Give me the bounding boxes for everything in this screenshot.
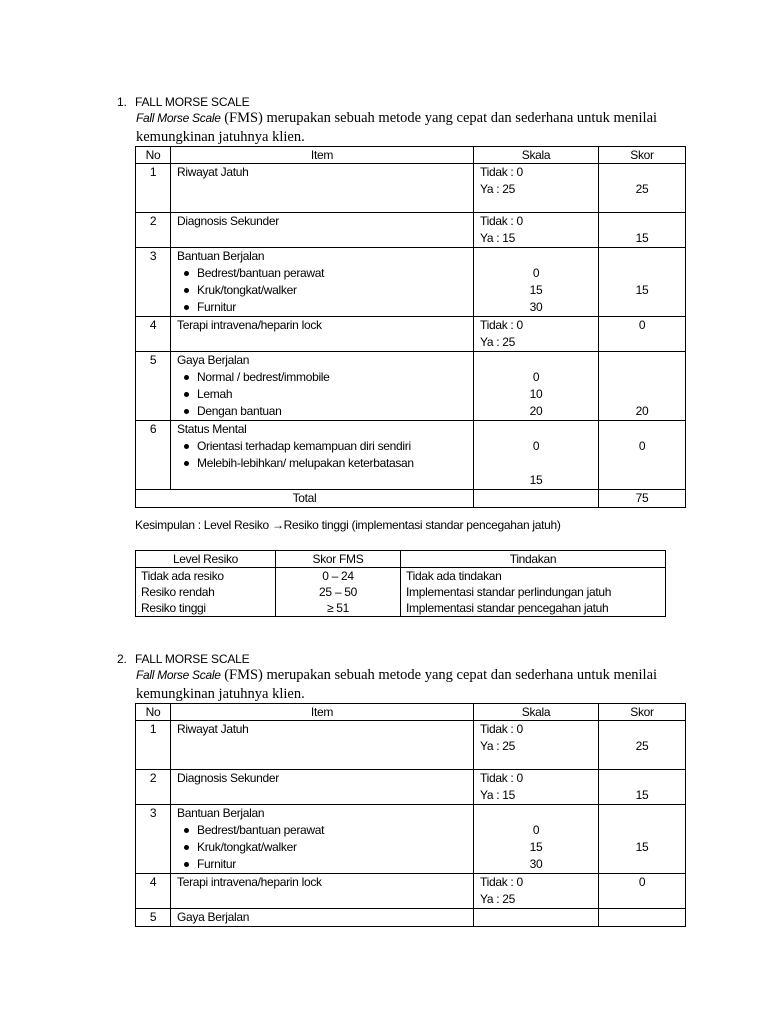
row-item: Riwayat Jatuh <box>177 165 249 179</box>
row-skala-3: 20 <box>529 404 543 418</box>
skor-cell: 0 – 24 <box>276 568 401 585</box>
total-row <box>136 490 686 508</box>
row-skala-2: 15 <box>529 473 543 487</box>
bullet-item: Lemah <box>177 386 473 403</box>
row-no: 6 <box>149 422 157 436</box>
row-item: Diagnosis Sekunder <box>177 771 279 785</box>
row-skor: 0 <box>638 439 646 453</box>
section-1-intro-line1: (FMS) merupakan sebuah metode yang cepat dan sederhana untuk menilai <box>220 110 658 126</box>
kesimpulan-prefix: Kesimpulan : Level Resiko <box>135 518 272 532</box>
row-skala-1: Tidak : 0 <box>480 771 523 785</box>
section-2-intro-line2: kemungkinan jatuhnya klien. <box>136 686 305 702</box>
table-header-row <box>136 147 686 164</box>
table-row <box>136 721 686 770</box>
row-no: 2 <box>149 771 157 785</box>
row-no: 3 <box>149 806 157 820</box>
row-skala-2: Ya : 25 <box>480 182 516 196</box>
row-skala-1: Tidak : 0 <box>480 165 523 179</box>
tindakan-cell: Implementasi standar perlindungan jatuh <box>401 584 666 600</box>
row-skala-2: Ya : 15 <box>480 788 516 802</box>
table-row <box>136 248 686 317</box>
row-item: Gaya Berjalan <box>177 910 250 924</box>
row-skor: 15 <box>635 788 649 802</box>
table-row <box>136 874 686 909</box>
table-row <box>136 909 686 927</box>
arrow-icon: → <box>271 518 284 532</box>
row-no: 4 <box>149 875 157 889</box>
table-row <box>136 770 686 805</box>
section-2-number: 2. <box>117 652 127 666</box>
row-skala-1: 0 <box>532 439 540 453</box>
section-1-intro-line2: kemungkinan jatuhnya klien. <box>136 129 305 145</box>
fms-table-2 <box>135 703 686 927</box>
row-skala-2: 15 <box>529 283 543 297</box>
row-skala-2: 10 <box>529 387 543 401</box>
table-row <box>136 805 686 874</box>
table-header-row <box>136 704 686 721</box>
row-no: 2 <box>149 214 157 228</box>
level-resiko-table <box>135 550 666 617</box>
section-1-intro <box>136 109 657 147</box>
level-cell: Resiko rendah <box>136 584 276 600</box>
row-skala-1: Tidak : 0 <box>480 875 523 889</box>
row-skala-2: Ya : 25 <box>480 892 516 906</box>
row-item: Status Mental <box>177 422 247 436</box>
row-item: Terapi intravena/heparin lock <box>177 875 322 889</box>
fms-table-1 <box>135 146 686 508</box>
bullet-item: Dengan bantuan <box>177 403 473 420</box>
tindakan-cell: Implementasi standar pencegahan jatuh <box>401 600 666 617</box>
row-skala-1: 0 <box>532 266 540 280</box>
header-skala: Skala <box>474 147 599 164</box>
table-header-row <box>136 551 666 568</box>
row-no: 1 <box>149 722 157 736</box>
row-item: Terapi intravena/heparin lock <box>177 318 322 332</box>
row-skala-1: 0 <box>532 370 540 384</box>
table-row <box>136 352 686 421</box>
row-item: Riwayat Jatuh <box>177 722 249 736</box>
row-skor: 15 <box>635 231 649 245</box>
header-skor-fms: Skor FMS <box>276 551 401 568</box>
row-skala-2: 15 <box>529 840 543 854</box>
row-skala-1: Tidak : 0 <box>480 722 523 736</box>
section-2-intro-italic: Fall Morse Scale <box>136 668 221 682</box>
header-item: Item <box>171 704 474 721</box>
row-skor: 0 <box>638 318 646 332</box>
row-skor: 15 <box>635 840 649 854</box>
row-no: 5 <box>149 353 157 367</box>
skor-cell: 25 – 50 <box>276 584 401 600</box>
bullet-item: Kruk/tongkat/walker <box>177 282 473 299</box>
total-label: Total <box>292 491 317 505</box>
row-skor: 25 <box>635 739 649 753</box>
section-1-number: 1. <box>117 95 127 109</box>
row-skala-1: 0 <box>532 823 540 837</box>
bullet-item: Normal / bedrest/immobile <box>177 369 473 386</box>
header-item: Item <box>171 147 474 164</box>
row-skor: 15 <box>635 283 649 297</box>
header-level: Level Resiko <box>136 551 276 568</box>
table-row <box>136 584 666 600</box>
header-no: No <box>136 704 171 721</box>
row-skala-2: Ya : 25 <box>480 335 516 349</box>
section-1-title: FALL MORSE SCALE <box>135 95 250 109</box>
table-row <box>136 317 686 352</box>
section-2-title: FALL MORSE SCALE <box>135 652 250 666</box>
row-item: Diagnosis Sekunder <box>177 214 279 228</box>
bullet-item: Kruk/tongkat/walker <box>177 839 473 856</box>
row-item: Bantuan Berjalan <box>177 249 265 263</box>
header-skor: Skor <box>599 704 686 721</box>
level-cell: Tidak ada resiko <box>136 568 276 585</box>
row-item: Bantuan Berjalan <box>177 806 265 820</box>
kesimpulan-suffix: Resiko tinggi (implementasi standar pencegahan jatuh) <box>283 518 561 532</box>
row-skala-1: Tidak : 0 <box>480 214 523 228</box>
table-row <box>136 421 686 490</box>
header-no: No <box>136 147 171 164</box>
total-value: 75 <box>635 491 649 505</box>
row-item: Gaya Berjalan <box>177 353 250 367</box>
skor-cell: ≥ 51 <box>276 600 401 617</box>
section-1-intro-italic: Fall Morse Scale <box>136 111 221 125</box>
kesimpulan-text <box>135 518 561 532</box>
section-2-intro-line1: (FMS) merupakan sebuah metode yang cepat dan sederhana untuk menilai <box>220 667 658 683</box>
header-skala: Skala <box>474 704 599 721</box>
row-no: 4 <box>149 318 157 332</box>
table-row <box>136 568 666 585</box>
table-row <box>136 164 686 213</box>
row-skala-3: 30 <box>529 300 543 314</box>
level-cell: Resiko tinggi <box>136 600 276 617</box>
row-no: 3 <box>149 249 157 263</box>
row-skala-2: Ya : 25 <box>480 739 516 753</box>
bullet-item: Bedrest/bantuan perawat <box>177 265 473 282</box>
row-skor: 0 <box>638 875 646 889</box>
table-row <box>136 213 686 248</box>
header-skor: Skor <box>599 147 686 164</box>
section-2-intro <box>136 666 657 704</box>
bullet-item: Bedrest/bantuan perawat <box>177 822 473 839</box>
row-skala-3: 30 <box>529 857 543 871</box>
row-skala-1: Tidak : 0 <box>480 318 523 332</box>
bullet-item: Orientasi terhadap kemampuan diri sendiri <box>177 438 473 455</box>
row-skor: 20 <box>635 404 649 418</box>
bullet-item: Melebih-lebihkan/ melupakan keterbatasan <box>177 455 473 472</box>
row-no: 5 <box>149 910 157 924</box>
row-no: 1 <box>149 165 157 179</box>
bullet-item: Furnitur <box>177 299 473 316</box>
bullet-item: Furnitur <box>177 856 473 873</box>
row-skor: 25 <box>635 182 649 196</box>
header-tindakan: Tindakan <box>401 551 666 568</box>
tindakan-cell: Tidak ada tindakan <box>401 568 666 585</box>
table-row <box>136 600 666 617</box>
row-skala-2: Ya : 15 <box>480 231 516 245</box>
